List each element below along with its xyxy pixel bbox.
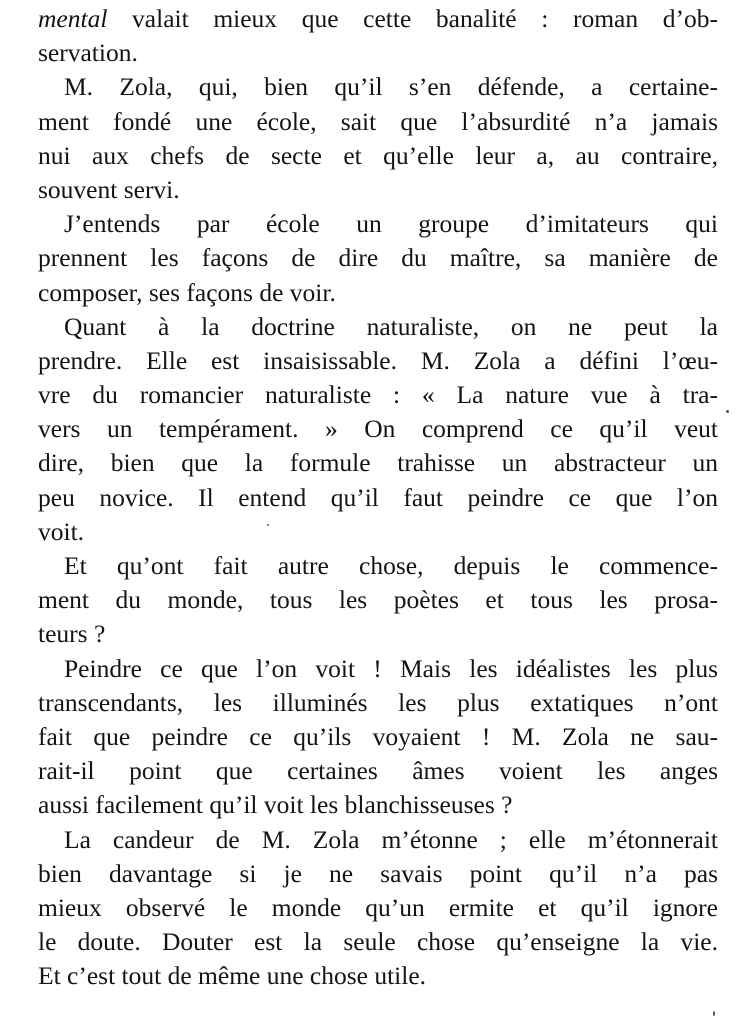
line-text: dire, bien que la formule trahisse un abstracteur un bbox=[38, 448, 718, 478]
text-line bbox=[38, 310, 718, 344]
line-text: Et c’est tout de même une chose utile. bbox=[38, 961, 427, 991]
paragraph bbox=[38, 823, 718, 994]
line-text: Peindre ce que l’on voit ! Mais les idéalistes les plus bbox=[64, 653, 718, 683]
line-text: voit. bbox=[38, 516, 85, 546]
line-text: J’entends par école un groupe d’imitateurs qui bbox=[64, 209, 718, 239]
line-text: valait mieux que cette banalité : roman d’ob- bbox=[107, 4, 718, 33]
line-text: vre du romancier naturaliste : « La nature vue à tra- bbox=[38, 380, 718, 410]
line-text: teurs ? bbox=[38, 619, 106, 649]
paragraph bbox=[38, 2, 718, 70]
text-line bbox=[38, 583, 718, 617]
scan-speck bbox=[713, 1011, 715, 1016]
text-line bbox=[38, 857, 718, 891]
book-page bbox=[38, 2, 718, 993]
text-line bbox=[38, 412, 718, 446]
text-line bbox=[38, 959, 718, 993]
text-line bbox=[38, 686, 718, 720]
paragraph bbox=[38, 652, 718, 823]
line-text: prendre. Elle est insaisissable. M. Zola a défini l’œu- bbox=[38, 345, 718, 375]
line-text: bien davantage si je ne savais point qu’il n’a pas bbox=[38, 858, 718, 888]
line-text: peu novice. Il entend qu’il faut peindre ce que l’on bbox=[38, 482, 718, 512]
text-line bbox=[38, 720, 718, 754]
text-line bbox=[38, 276, 718, 310]
line-text: mieux observé le monde qu’un ermite et qu’il ignore bbox=[38, 892, 718, 922]
text-line bbox=[38, 36, 718, 70]
paragraph bbox=[38, 549, 718, 652]
text-line bbox=[38, 549, 718, 583]
text-line bbox=[38, 207, 718, 241]
scan-speck bbox=[726, 410, 729, 413]
line-text: vers un tempérament. » On comprend ce qu’il veut bbox=[38, 414, 718, 444]
line-text: transcendants, les illuminés les plus extatiques n’ont bbox=[38, 687, 718, 717]
paragraph bbox=[38, 70, 718, 207]
text-line bbox=[38, 823, 718, 857]
text-line bbox=[38, 446, 718, 480]
text-line bbox=[38, 925, 718, 959]
text-line bbox=[38, 788, 718, 822]
text-line bbox=[38, 652, 718, 686]
text-line bbox=[38, 617, 718, 651]
paragraph bbox=[38, 207, 718, 310]
line-text: souvent servi. bbox=[38, 174, 180, 204]
italic-word: mental bbox=[38, 4, 108, 33]
text-line bbox=[38, 481, 718, 515]
text-line bbox=[38, 139, 718, 173]
line-text: nui aux chefs de secte et qu’elle leur a, au contraire, bbox=[38, 140, 718, 170]
line-text: le doute. Douter est la seule chose qu’enseigne la vie. bbox=[38, 927, 718, 957]
text-line bbox=[38, 70, 718, 104]
line-text: M. Zola, qui, bien qu’il s’en défende, a certaine- bbox=[64, 72, 718, 102]
text-line bbox=[38, 754, 718, 788]
line-text: composer, ses façons de voir. bbox=[38, 277, 336, 307]
line-text: fait que peindre ce qu’ils voyaient ! M. Zola ne sau- bbox=[38, 721, 718, 751]
text-line bbox=[38, 2, 718, 36]
text-line bbox=[38, 378, 718, 412]
line-text: servation. bbox=[38, 38, 138, 68]
text-line bbox=[38, 241, 718, 275]
scan-speck bbox=[267, 524, 269, 526]
text-line bbox=[38, 105, 718, 139]
line-text: rait-il point que certaines âmes voient les anges bbox=[38, 756, 718, 786]
text-line bbox=[38, 173, 718, 207]
line-text: La candeur de M. Zola m’étonne ; elle m’étonnerait bbox=[64, 824, 718, 854]
text-line bbox=[38, 344, 718, 378]
line-text: prennent les façons de dire du maître, sa manière de bbox=[38, 243, 718, 273]
text-line bbox=[38, 515, 718, 549]
line-text: aussi facilement qu’il voit les blanchisseuses ? bbox=[38, 790, 513, 820]
line-text: Et qu’ont fait autre chose, depuis le commence- bbox=[64, 551, 718, 580]
line-text: ment du monde, tous les poètes et tous les prosa- bbox=[38, 585, 718, 615]
line-text: Quant à la doctrine naturaliste, on ne peut la bbox=[64, 311, 718, 341]
line-text: ment fondé une école, sait que l’absurdité n’a jamais bbox=[38, 106, 718, 136]
paragraph bbox=[38, 310, 718, 549]
text-line bbox=[38, 891, 718, 925]
